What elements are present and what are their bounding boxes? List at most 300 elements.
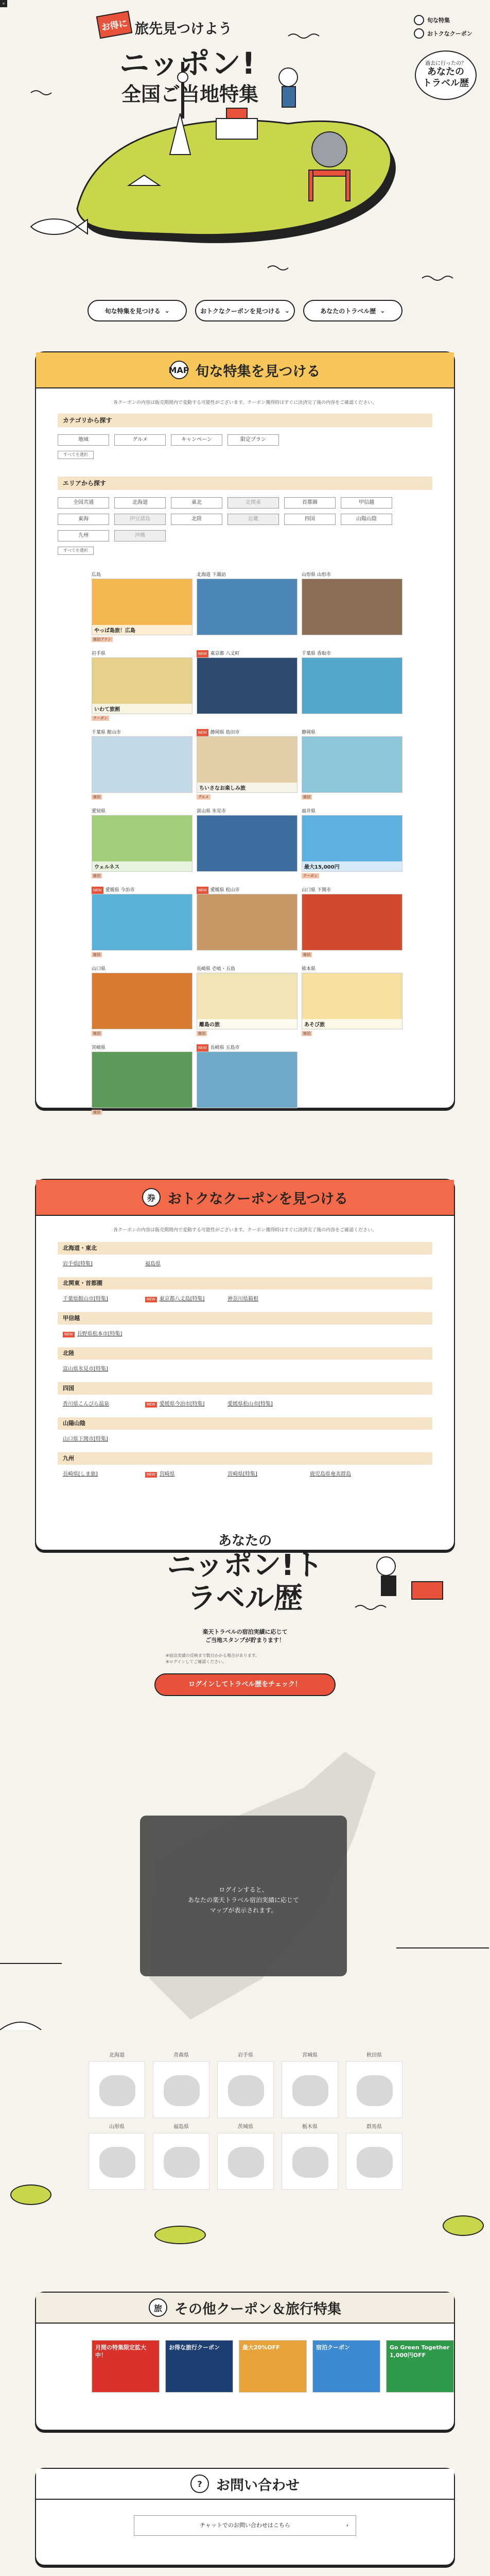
coupon-region-items: [58, 1255, 432, 1270]
feature-location: [92, 571, 192, 579]
prefecture-name: 秋田県: [366, 2053, 382, 2058]
area-chip: 伊豆諸島: [114, 514, 166, 525]
feature-location: [302, 650, 402, 657]
feature-location-label: 福井県: [302, 809, 316, 814]
feature-image: [197, 579, 297, 635]
feature-image: [92, 1052, 192, 1108]
coupon-region: [58, 1277, 432, 1305]
feature-badge: グルメ: [197, 794, 211, 800]
feature-badge: 宿泊: [197, 1031, 207, 1036]
feature-item[interactable]: [92, 650, 192, 721]
feature-location: [92, 808, 192, 815]
feature-image: [92, 736, 192, 793]
feature-location: [92, 965, 192, 973]
prefecture-stamp: [89, 2050, 145, 2118]
prefecture-name: 山形県: [109, 2124, 125, 2130]
new-badge: NEW: [145, 1402, 157, 1408]
traveler-illustration: [355, 1546, 458, 1618]
chevron-right-icon: ›: [346, 2522, 348, 2529]
prefecture-stamp: [217, 2122, 274, 2190]
feature-caption: 最大15,000円: [302, 861, 402, 871]
area-chip[interactable]: 山陽山陰: [341, 514, 392, 525]
coupon-region-items: [58, 1325, 432, 1340]
hero-title: ニッポン!: [119, 46, 257, 81]
promo-banner[interactable]: 最大20%OFF: [239, 2340, 307, 2393]
prefecture-stamp: [282, 2122, 338, 2190]
travel-bubble-title1: あなたの: [427, 66, 464, 77]
new-badge: NEW: [197, 1044, 208, 1052]
others-title: その他クーポン＆旅行特集: [174, 2301, 341, 2317]
coupon-region-items: [58, 1430, 432, 1445]
feature-item[interactable]: [197, 650, 297, 721]
history-small-note: ※宿泊実績の反映まで数日かかる場合があります。 ※ログインしてご確認ください。: [166, 1653, 260, 1664]
feature-image: [302, 973, 402, 1029]
feature-location: [92, 729, 192, 736]
prefecture-stamp: [282, 2050, 338, 2118]
coupons-section: [35, 1179, 455, 1551]
feature-badge: 宿泊: [302, 1031, 312, 1036]
hero-badge: お得に: [96, 11, 133, 39]
travel-stamp-icon: 旅: [149, 2298, 167, 2317]
area-chip[interactable]: 全国共通: [58, 497, 109, 509]
coupon-regions: [58, 1242, 432, 1480]
features-title: 旬な特集を見つける: [195, 363, 321, 380]
coupon-region-items: [58, 1465, 432, 1480]
coupons-note: 各クーポンの内容は販売期間内で変動する可能性がございます。クーポン獲得時はすぐに決済完了後の内容をご確認ください。: [113, 1228, 377, 1233]
feature-image: [197, 1052, 297, 1108]
travel-history-bubble[interactable]: [415, 50, 477, 100]
feature-badge: 宿泊: [302, 794, 312, 800]
prefecture-stamp-image: [89, 2133, 145, 2190]
feature-image: [302, 894, 402, 951]
coupon-region: [58, 1382, 432, 1410]
coupon-link[interactable]: [63, 1259, 145, 1270]
prefecture-stamp: [217, 2050, 274, 2118]
coupon-link-label: 山口県下関市[特集]: [63, 1436, 108, 1442]
feature-badge: 宿泊: [92, 873, 102, 878]
coupon-link-label: 宮崎県: [159, 1471, 175, 1477]
features-grid: [92, 571, 454, 1115]
feature-item[interactable]: [197, 808, 297, 878]
jump-features-label: 旬な特集を見つける: [104, 307, 161, 315]
feature-badges: [92, 1110, 192, 1115]
feature-image: [92, 894, 192, 951]
features-section: [35, 351, 455, 1114]
chevron-down-icon: ⌄: [284, 307, 290, 314]
feature-item[interactable]: [92, 965, 192, 1036]
new-badge: NEW: [197, 729, 208, 736]
area-chip: 近畿: [227, 514, 279, 525]
login-button[interactable]: ログインしてトラベル歴をチェック！: [154, 1673, 336, 1696]
area-label: エリアから探す: [58, 477, 432, 490]
prefecture-stamp: [153, 2122, 209, 2190]
feature-location-label: 岩手県: [92, 651, 106, 656]
feature-image: [92, 815, 192, 872]
coupon-region-title: 山陽山陰: [58, 1417, 432, 1430]
coupon-link-label: 長野県松本市[特集]: [77, 1331, 122, 1337]
category-chip[interactable]: グルメ: [114, 434, 166, 446]
feature-badges: [197, 794, 297, 800]
travel-bubble-caption: 過去に行ったの？: [425, 61, 466, 66]
jump-features-button[interactable]: [87, 300, 187, 321]
prefecture-stamp-image: [153, 2061, 209, 2118]
prefecture-stamp-image: [153, 2133, 209, 2190]
coupon-link[interactable]: [227, 1399, 310, 1410]
coupon-stamp-icon: 券: [142, 1188, 161, 1207]
decor-blob: [154, 2226, 206, 2244]
coupon-link[interactable]: [145, 1259, 227, 1270]
chat-contact-button[interactable]: [134, 2515, 356, 2536]
coupon-region-title: 北関東・首都圏: [58, 1277, 432, 1290]
feature-badge: 宿泊: [92, 794, 102, 800]
area-chip[interactable]: 北陸: [171, 514, 222, 525]
area-chip[interactable]: 九州: [58, 530, 109, 541]
features-note: 各クーポンの内容は販売期間内で変動する可能性がございます。クーポン獲得時はすぐに決済完了後の内容をご確認ください。: [113, 400, 377, 405]
feature-badges: [302, 952, 402, 957]
coupon-link[interactable]: [227, 1469, 310, 1480]
area-chip[interactable]: 北海道: [114, 497, 166, 509]
new-badge: NEW: [92, 887, 103, 894]
hero: [0, 0, 490, 289]
prefecture-stamp: [153, 2050, 209, 2118]
feature-location-label: 山形県 山形市: [302, 572, 331, 578]
jump-coupons-label: おトクなクーポンを見つける: [200, 307, 281, 315]
feature-badges: [197, 873, 297, 878]
feature-caption: 離島の旅: [197, 1019, 297, 1029]
coupon-region-items: [58, 1360, 432, 1375]
feature-badge: 宿泊: [92, 952, 102, 957]
coupon-region-items: [58, 1290, 432, 1305]
feature-item[interactable]: [92, 729, 192, 800]
coupon-link-label: 神奈川県箱根: [227, 1296, 258, 1302]
feature-badges: [92, 716, 192, 721]
feature-image: [197, 657, 297, 714]
coupon-link[interactable]: [63, 1294, 145, 1305]
feature-badges: [302, 637, 402, 642]
feature-badges: [92, 794, 192, 800]
feature-item[interactable]: [197, 729, 297, 800]
coupon-region: [58, 1417, 432, 1445]
prefecture-stamp-image: [346, 2133, 402, 2190]
feature-location-label: 長崎県 壱岐・五島: [197, 967, 235, 972]
feature-badges: [92, 637, 192, 642]
feature-image: [92, 657, 192, 714]
feature-location: [302, 729, 402, 736]
feature-item[interactable]: [302, 571, 402, 642]
feature-item[interactable]: [197, 887, 297, 957]
coupon-region-title: 九州: [58, 1452, 432, 1465]
top-nav-features-label: 旬な特集: [427, 17, 450, 24]
banner-row: [92, 2340, 454, 2393]
feature-location: [197, 887, 297, 894]
top-nav-coupons-label: おトクなクーポン: [427, 30, 472, 37]
promo-banner[interactable]: 月間の特集限定拡大中！: [92, 2340, 160, 2393]
decor-blob: [10, 2184, 51, 2205]
feature-location-label: 熊本県: [302, 967, 316, 972]
feature-location-label: 北海道 下諏訪: [197, 572, 226, 578]
jump-nav: [87, 300, 402, 321]
feature-item[interactable]: [197, 965, 297, 1036]
feature-badge: 宿泊: [302, 952, 312, 957]
feature-location-label: 広島: [92, 572, 101, 578]
coupon-link-label: 愛媛県今治市[特集]: [159, 1401, 205, 1407]
prefecture-stamp: [89, 2122, 145, 2190]
prefecture-name: 岩手県: [238, 2053, 253, 2058]
prefecture-name: 宮城県: [302, 2053, 318, 2058]
coupon-region-title: 甲信越: [58, 1312, 432, 1325]
prefecture-stamp-image: [217, 2133, 274, 2190]
top-nav-features[interactable]: [414, 13, 480, 27]
feature-location-label: 長崎県 五島市: [210, 1045, 240, 1050]
feature-item[interactable]: [302, 729, 402, 800]
corner-close-icon[interactable]: ×: [0, 0, 7, 7]
prefecture-grid: [89, 2050, 402, 2190]
area-chips: [58, 497, 413, 541]
feature-location-label: 山口県 下関市: [302, 888, 331, 893]
category-reset-button[interactable]: すべてを選択: [58, 451, 94, 459]
new-badge: NEW: [197, 650, 208, 657]
coupon-region-title: 北陸: [58, 1347, 432, 1360]
coupon-link[interactable]: [63, 1399, 145, 1410]
chat-contact-label: チャットでのお問い合わせはこちら: [200, 2522, 290, 2529]
area-chip[interactable]: 東海: [58, 514, 109, 525]
feature-location-label: 宮崎県: [92, 1045, 106, 1050]
feature-badges: [302, 873, 402, 878]
feature-badges: [92, 873, 192, 878]
prefecture-name: 茨城県: [238, 2124, 253, 2130]
coupon-link[interactable]: [63, 1469, 145, 1480]
history-title-a: あなたの: [218, 1533, 272, 1549]
coupons-header: [36, 1180, 454, 1216]
coupon-region: [58, 1242, 432, 1270]
area-chip[interactable]: 四国: [284, 514, 336, 525]
area-chip[interactable]: 東北: [171, 497, 222, 509]
coupon-region: [58, 1312, 432, 1340]
feature-image: [197, 736, 297, 793]
feature-location-label: 富山県 氷見市: [197, 809, 226, 814]
feature-item[interactable]: [302, 887, 402, 957]
top-nav: [414, 13, 480, 40]
prefecture-name: 北海道: [109, 2053, 125, 2058]
coupon-icon: [414, 28, 424, 39]
coupon-region: [58, 1452, 432, 1480]
promo-banner[interactable]: 宿泊クーポン: [312, 2340, 380, 2393]
feature-badge: クーポン: [302, 873, 319, 878]
feature-location-label: 愛媛県 今治市: [105, 888, 135, 893]
feature-item[interactable]: [92, 887, 192, 957]
coupon-link[interactable]: [145, 1399, 227, 1410]
feature-location: [197, 808, 297, 815]
coupon-link-label: 鹿児島県奄美群島: [310, 1471, 351, 1477]
feature-caption: やっぱ島旅！広島: [92, 625, 192, 635]
new-badge: NEW: [145, 1297, 157, 1302]
jump-history-label: あなたのトラベル歴: [320, 307, 376, 315]
coupon-link[interactable]: [63, 1329, 145, 1340]
feature-location-label: 静岡県 島田市: [210, 730, 240, 735]
prefecture-name: 青森県: [173, 2053, 189, 2058]
feature-badges: [197, 952, 297, 957]
feature-location-label: 千葉県 香取市: [302, 651, 331, 656]
hero-title-secondary: 全国ご当地特集: [121, 83, 259, 106]
feature-image: [92, 973, 192, 1029]
feature-location: [197, 1044, 297, 1052]
coupon-link[interactable]: [310, 1469, 392, 1480]
category-chip[interactable]: キャンペーン: [171, 434, 222, 446]
feature-item[interactable]: [92, 571, 192, 642]
coupons-title: おトクなクーポンを見つける: [167, 1191, 348, 1207]
feature-badges: [92, 952, 192, 957]
coupon-link[interactable]: [63, 1434, 145, 1445]
coupon-region-title: 四国: [58, 1382, 432, 1395]
category-label: カテゴリから探す: [58, 414, 432, 427]
coupon-link[interactable]: [63, 1364, 145, 1375]
feature-location: [302, 571, 402, 579]
feature-badges: [197, 716, 297, 721]
top-nav-coupons[interactable]: [414, 27, 480, 40]
feature-caption: ちいさなお楽しみ旅: [197, 783, 297, 792]
feature-item[interactable]: [302, 965, 402, 1036]
feature-caption: ウェルネス: [92, 861, 192, 871]
feature-badges: [197, 1031, 297, 1036]
coupon-link[interactable]: [227, 1294, 310, 1305]
feature-badge: 宿泊プラン: [92, 637, 113, 642]
coupon-link[interactable]: [145, 1469, 227, 1480]
prefecture-stamp-image: [89, 2061, 145, 2118]
feature-location: [302, 808, 402, 815]
coupon-link-label: 岩手県[特集]: [63, 1261, 93, 1267]
feature-badges: [197, 637, 297, 642]
travel-bubble-title2: トラベル歴: [423, 78, 469, 89]
jump-history-button[interactable]: [303, 300, 402, 321]
prefecture-name: 群馬県: [366, 2124, 382, 2130]
feature-location: [197, 965, 297, 973]
history-title-b: ニッポン!トラベル歴: [167, 1549, 323, 1615]
coupon-region-title: 北海道・東北: [58, 1242, 432, 1255]
hero-subtitle: 旅先見つけよう: [135, 21, 232, 37]
feature-image: [302, 736, 402, 793]
chevron-down-icon: ⌄: [380, 307, 386, 314]
feature-badges: [92, 1031, 192, 1036]
feature-item[interactable]: [197, 1044, 297, 1115]
promo-banner[interactable]: Go Green Together 1,000円OFF: [386, 2340, 454, 2393]
feature-badge: 宿泊: [92, 1110, 102, 1115]
feature-item[interactable]: [92, 808, 192, 878]
feature-location: [302, 887, 402, 894]
prefecture-stamp: [346, 2122, 402, 2190]
coupon-link-label: 東京都八丈島[特集]: [159, 1296, 205, 1302]
coupon-region: [58, 1347, 432, 1375]
history-text: 楽天トラベルの宿泊実績に応じて ご当地スタンプが貯まります！: [202, 1629, 288, 1643]
contact-section: [35, 2468, 455, 2566]
feature-image: [302, 579, 402, 635]
feature-image: [92, 579, 192, 635]
features-header: [36, 352, 454, 388]
question-icon: ?: [190, 2475, 209, 2493]
category-chip[interactable]: 限定プラン: [227, 434, 279, 446]
feature-location-label: 東京都 八丈町: [210, 651, 240, 656]
feature-location: [92, 887, 192, 894]
coupon-link-label: 香川県こんぴら温泉: [63, 1401, 109, 1407]
map-stamp-icon: MAP: [170, 361, 188, 379]
coupon-link-label: 千葉県館山市[特集]: [63, 1296, 108, 1302]
area-chip[interactable]: 甲信越: [341, 497, 392, 509]
feature-badges: [302, 1031, 402, 1036]
decor-blob: [443, 2215, 484, 2236]
feature-image: [197, 973, 297, 1029]
coupon-link[interactable]: [145, 1294, 227, 1305]
feature-badge: クーポン: [92, 716, 109, 721]
others-section: [35, 2292, 455, 2431]
new-badge: NEW: [197, 887, 208, 894]
prefecture-name: 栃木県: [302, 2124, 318, 2130]
category-chips: [58, 434, 432, 446]
history-title: [154, 1530, 336, 1615]
feature-item[interactable]: [92, 1044, 192, 1115]
feature-image: [197, 894, 297, 951]
area-chip: 北関東: [227, 497, 279, 509]
map-icon: [414, 15, 424, 25]
feature-location: [302, 965, 402, 973]
others-header: [36, 2293, 454, 2324]
coupon-link-label: 宮崎県[特集]: [227, 1471, 257, 1477]
area-reset-button[interactable]: すべてを選択: [58, 547, 94, 555]
feature-location-label: 山口県: [92, 967, 106, 972]
prefecture-stamp-image: [282, 2061, 338, 2118]
prefecture-name: 福島県: [173, 2124, 189, 2130]
coupon-region-items: [58, 1395, 432, 1410]
coupon-link-label: 福島県: [145, 1261, 161, 1267]
jump-coupons-button[interactable]: [195, 300, 294, 321]
feature-caption: いわて旅割: [92, 704, 192, 714]
new-badge: NEW: [63, 1332, 75, 1337]
feature-location: [197, 571, 297, 579]
feature-item[interactable]: [302, 650, 402, 721]
feature-image: [197, 815, 297, 872]
area-chip[interactable]: 首都圏: [284, 497, 336, 509]
area-chip: 沖縄: [114, 530, 166, 541]
feature-location: [92, 650, 192, 657]
feature-location-label: 静岡県: [302, 730, 316, 735]
feature-location-label: 愛媛県 松山市: [210, 888, 240, 893]
feature-location: [197, 729, 297, 736]
feature-location: [92, 1044, 192, 1052]
prefecture-stamp-image: [217, 2061, 274, 2118]
feature-image: [302, 815, 402, 872]
coupon-link-label: 長崎県[しま旅]: [63, 1471, 98, 1477]
prefecture-stamp: [346, 2050, 402, 2118]
contact-header: [36, 2469, 454, 2500]
new-badge: NEW: [145, 1472, 157, 1478]
feature-location-label: 千葉県 館山市: [92, 730, 121, 735]
coupon-link-label: 愛媛県松山市[特集]: [227, 1401, 273, 1407]
feature-location-label: 愛知県: [92, 809, 106, 814]
prefecture-stamp-image: [346, 2061, 402, 2118]
login-map-overlay: ログインすると、 あなたの楽天トラベル宿泊実績に応じて マップが表示されます。: [140, 1816, 347, 1976]
feature-badge: 宿泊: [92, 1031, 102, 1036]
feature-image: [302, 657, 402, 714]
promo-banner[interactable]: お得な旅行クーポン: [165, 2340, 233, 2393]
category-chip[interactable]: 地域: [58, 434, 109, 446]
chevron-down-icon: ⌄: [164, 307, 170, 314]
feature-badges: [302, 716, 402, 721]
prefecture-stamp-image: [282, 2133, 338, 2190]
feature-caption: あそび旅: [302, 1019, 402, 1029]
coupon-link-label: 富山県氷見市[特集]: [63, 1366, 108, 1372]
feature-item[interactable]: [302, 808, 402, 878]
feature-location: [197, 650, 297, 657]
feature-badges: [302, 794, 402, 800]
feature-item[interactable]: [197, 571, 297, 642]
